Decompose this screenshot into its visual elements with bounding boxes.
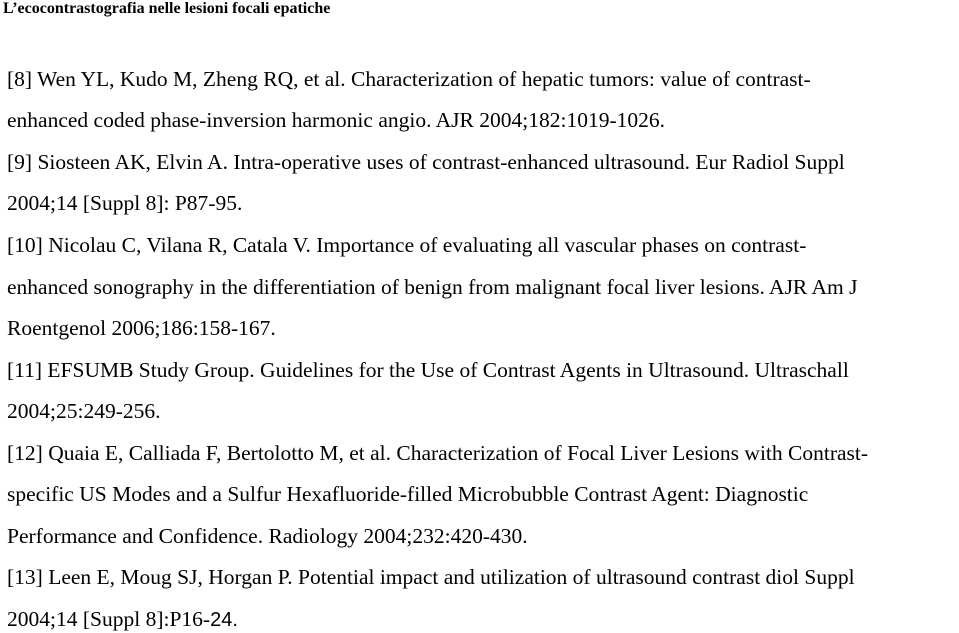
running-header: L’ecocontrastografia nelle lesioni focali epatiche <box>3 0 331 17</box>
reference-13-line-1: [13] Leen E, Moug SJ, Horgan P. Potential impact and utilization of ultrasound contrast diol Suppl <box>7 565 855 589</box>
reference-13-line-2-tail: 24. <box>210 609 238 631</box>
reference-8-line-1: [8] Wen YL, Kudo M, Zheng RQ, et al. Characterization of hepatic tumors: value of contrast- <box>7 67 811 91</box>
reference-12-line-1: [12] Quaia E, Calliada F, Bertolotto M, et al. Characterization of Focal Liver Lesions with Contrast- <box>7 441 869 465</box>
reference-10-line-3: Roentgenol 2006;186:158-167. <box>7 316 276 340</box>
reference-8-line-2: enhanced coded phase-inversion harmonic angio. AJR 2004;182:1019-1026. <box>7 108 665 132</box>
reference-12-line-2: specific US Modes and a Sulfur Hexafluoride-filled Microbubble Contrast Agent: Diagnostic <box>7 482 809 506</box>
reference-11-line-2: 2004;25:249-256. <box>7 399 161 423</box>
reference-12-line-3: Performance and Confidence. Radiology 2004;232:420-430. <box>7 524 528 548</box>
reference-13-line-2 <box>7 606 238 633</box>
reference-9-line-2: 2004;14 [Suppl 8]: P87-95. <box>7 191 243 215</box>
reference-11-line-1: [11] EFSUMB Study Group. Guidelines for the Use of Contrast Agents in Ultrasound. Ultraschall <box>7 358 849 382</box>
reference-10-line-2: enhanced sonography in the differentiation of benign from malignant focal liver lesions. AJR Am J <box>7 275 858 299</box>
reference-9-line-1: [9] Siosteen AK, Elvin A. Intra-operative uses of contrast-enhanced ultrasound. Eur Radiol Suppl <box>7 150 845 174</box>
reference-10-line-1: [10] Nicolau C, Vilana R, Catala V. Importance of evaluating all vascular phases on contrast- <box>7 233 807 257</box>
reference-13-line-2-text: 2004;14 [Suppl 8]:P16- <box>7 607 211 631</box>
